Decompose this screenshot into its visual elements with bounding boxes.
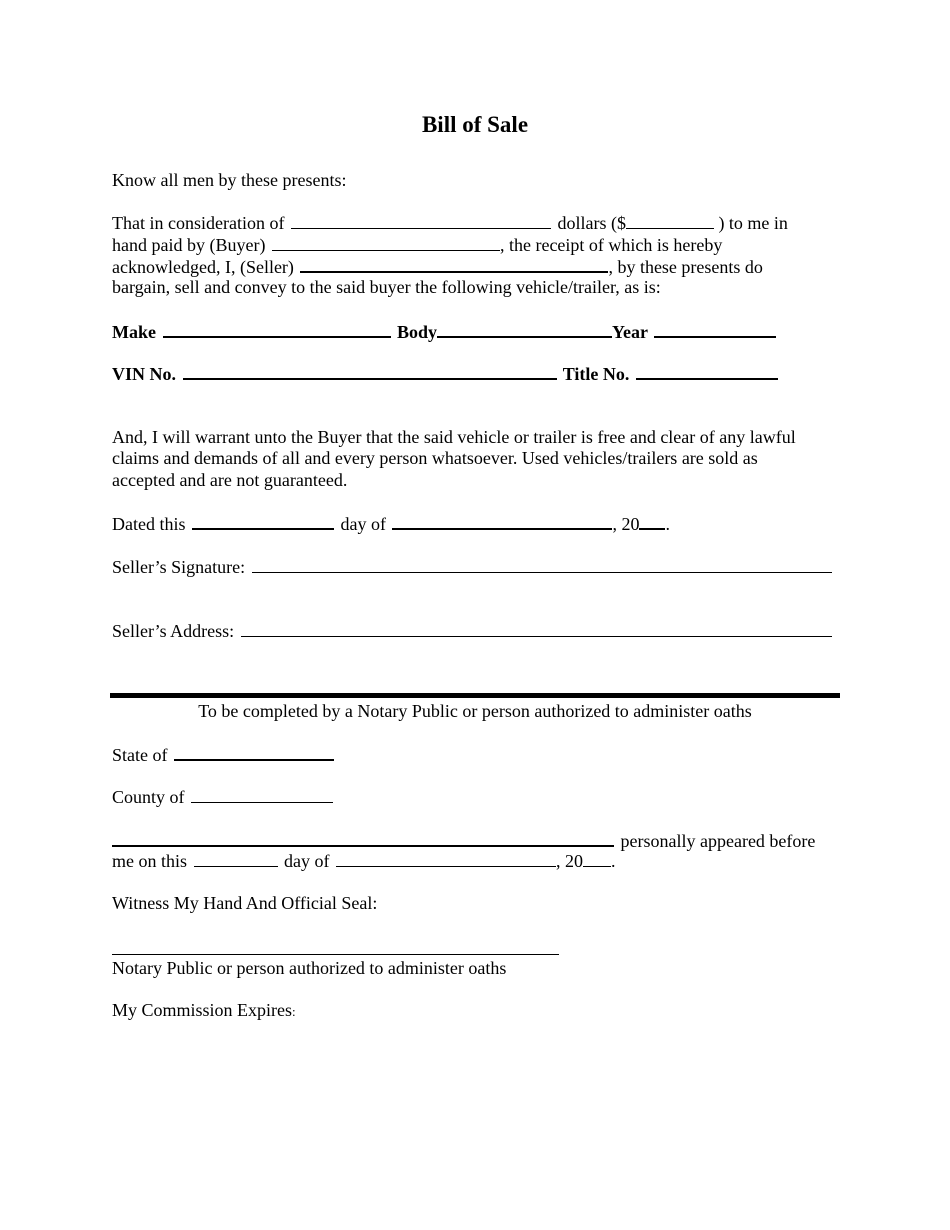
vehicle-info-line: Make Body Year	[112, 320, 778, 343]
notary-header: To be completed by a Notary Public or person authorized to administer oaths	[198, 701, 752, 721]
year-field[interactable]	[654, 320, 776, 338]
dated-day-field[interactable]	[192, 512, 334, 530]
notary-day-field[interactable]	[194, 850, 278, 867]
dollar-amount-field[interactable]	[626, 212, 714, 229]
vin-field[interactable]	[183, 362, 557, 380]
vin-title-line: VIN No. Title No.	[112, 362, 780, 385]
seller-name-field[interactable]	[300, 255, 608, 273]
warranty-line-1: And, I will warrant unto the Buyer that the said vehicle or trailer is free and clear of any lawful	[112, 427, 796, 447]
seller-signature-line: Seller’s Signature:	[112, 556, 834, 578]
notary-signature-label: Notary Public or person authorized to administer oaths	[112, 958, 507, 978]
warranty-line-3: accepted and are not guaranteed.	[112, 470, 348, 490]
me-on-this-line: me on this day of , 20 .	[112, 851, 616, 871]
appeared-line: personally appeared before	[112, 829, 815, 852]
consideration-line: That in consideration of dollars ($ ) to me in	[112, 213, 788, 233]
consideration-amount-field[interactable]	[291, 212, 551, 229]
notary-signature-field[interactable]	[112, 954, 559, 955]
state-field[interactable]	[174, 743, 334, 761]
county-field[interactable]	[191, 786, 333, 803]
seller-signature-field[interactable]	[252, 556, 832, 573]
intro-text: Know all men by these presents:	[112, 170, 347, 190]
section-divider	[110, 693, 840, 698]
seller-address-line: Seller’s Address:	[112, 620, 834, 642]
notary-year-field[interactable]	[583, 850, 611, 867]
buyer-line: hand paid by (Buyer) , the receipt of which is hereby	[112, 235, 723, 255]
state-line: State of	[112, 743, 336, 766]
seller-line: acknowledged, I, (Seller) , by these presents do	[112, 257, 763, 277]
make-field[interactable]	[163, 320, 391, 338]
dated-year-field[interactable]	[639, 512, 665, 530]
dated-month-field[interactable]	[392, 512, 612, 530]
county-line: County of	[112, 786, 335, 808]
warranty-line-2: claims and demands of all and every person whatsoever. Used vehicles/trailers are sold as	[112, 448, 758, 468]
seller-address-field[interactable]	[241, 620, 832, 637]
commission-line: My Commission Expires:	[112, 1000, 296, 1020]
document-title: Bill of Sale	[421, 112, 529, 137]
dated-line: Dated this day of , 20 .	[112, 514, 670, 534]
witness-text: Witness My Hand And Official Seal:	[112, 893, 378, 913]
buyer-name-field[interactable]	[272, 234, 500, 251]
convey-line: bargain, sell and convey to the said buyer the following vehicle/trailer, as is:	[112, 277, 661, 297]
title-number-field[interactable]	[636, 362, 778, 380]
body-field[interactable]	[437, 320, 612, 338]
notary-month-field[interactable]	[336, 850, 556, 867]
appearer-name-field[interactable]	[112, 829, 614, 847]
